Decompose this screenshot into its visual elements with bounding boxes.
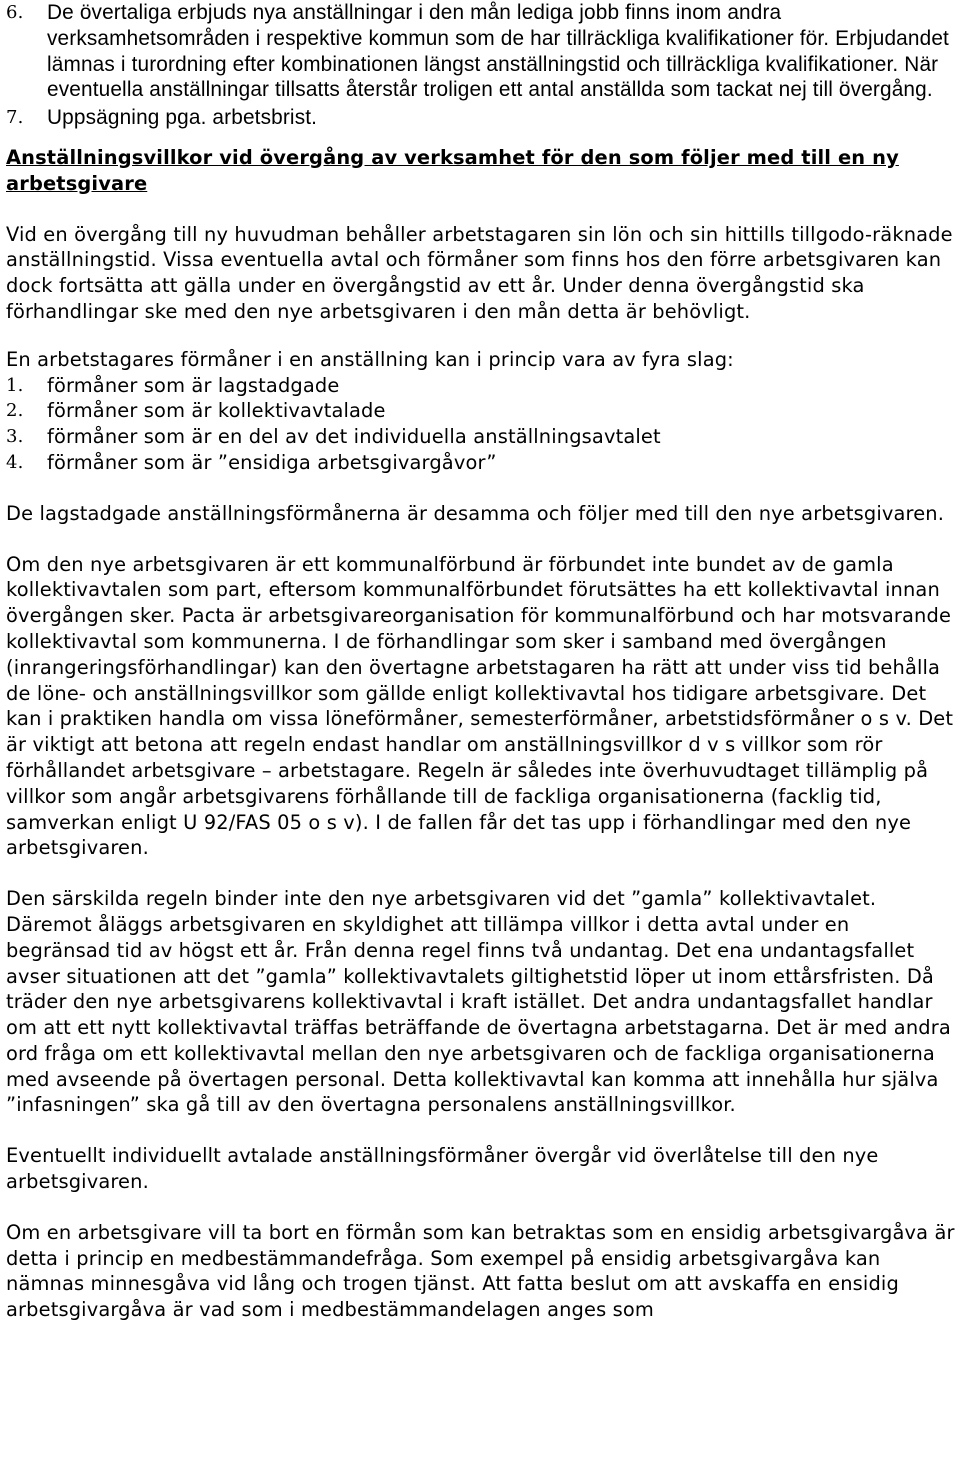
paragraph-individual-agreements: Eventuellt individuellt avtalade anställningsförmåner övergår vid överlåtelse till den nye arbetsgivaren.: [6, 1144, 879, 1194]
list-number: 3.: [6, 426, 24, 448]
list-number: 7.: [6, 107, 24, 129]
list-number: 1.: [6, 374, 24, 396]
list-number: 2.: [6, 400, 24, 422]
list-item-text: Uppsägning pga. arbetsbrist.: [47, 106, 318, 130]
list-item: [6, 105, 958, 131]
list-item: [6, 373, 958, 399]
numbered-list: [6, 0, 958, 131]
list-item: [6, 0, 958, 103]
list-item: [6, 398, 958, 424]
list-item-text: De övertaliga erbjuds nya anställningar i den mån lediga jobb finns inom andra verksamhetsområden i respektive kommun som de har tillräckliga kvalifikationer för. Erbjudandet lämnas i turordning efter kombinationen längst anställningstid och tillräckliga kvalifikationer. När eventuella anställningar tillsatts återstår troligen ett antal anställda som tackat nej till övergång.: [47, 1, 949, 102]
paragraph-employer-gifts: Om en arbetsgivare vill ta bort en förmån som kan betraktas som en ensidig arbetsgivargåva är detta i princip en medbestämmandefråga. Som exempel på ensidig arbetsgivargåva kan nämnas minnesgåva vid lång och trogen tjänst. Att fatta beslut om att avskaffa en ensidig arbetsgivargåva är vad som i medbestämmandelagen anges som: [6, 1220, 955, 1322]
document-page: [6, 0, 958, 1323]
benefits-list: [6, 373, 958, 476]
list-number: 6.: [6, 2, 24, 23]
paragraph-retains-salary: Vid en övergång till ny huvudman behåller arbetstagaren sin lön och sin hittills tillgodo-räknade anställningstid. Vissa eventuella avtal och förmåner som finns hos den förre arbetsgivaren kan dock fortsätta att gälla under en övergångstid av ett år. Under denna övergångstid ska förhandlingar ske med den nye arbetsgivaren i den mån detta är behövligt.: [6, 222, 953, 323]
section-heading: Anställningsvillkor vid övergång av verksamhet för den som följer med till en ny arbetsgivare: [6, 145, 899, 195]
list-item-text: förmåner som är lagstadgade: [47, 373, 340, 397]
list-item-text: förmåner som är kollektivavtalade: [47, 399, 386, 423]
list-number: 4.: [6, 451, 24, 473]
benefits-intro: En arbetstagares förmåner i en anställning kan i princip vara av fyra slag:: [6, 347, 734, 371]
paragraph-statutory-benefits: De lagstadgade anställningsförmånerna är desamma och följer med till den nye arbetsgivaren.: [6, 501, 945, 525]
list-item-text: förmåner som är ”ensidiga arbetsgivargåvor”: [47, 450, 497, 474]
list-item: [6, 450, 958, 476]
paragraph-special-rule: Den särskilda regeln binder inte den nye arbetsgivaren vid det ”gamla” kollektivavtalet. Däremot åläggs arbetsgivaren en skyldighet att tillämpa villkor i detta avtal under en begränsad tid av högst ett år. Från denna regel finns två undantag. Det ena undantagsfallet avser situationen att det ”gamla” kollektivavtalets giltighetstid löper ut inom ettårsfristen. Då träder den nye arbetsgivarens kollektivavtal i kraft istället. Det andra undantagsfallet handlar om att ett nytt kollektivavtal träffas beträffande de övertagna arbetstagarna. Det är med andra ord fråga om ett kollektivavtal mellan den nye arbetsgivaren och de fackliga organisationerna med avseende på övertagen personal. Detta kollektivavtal kan komma att innehålla hur själva ”infasningen” ska gå till av den övertagna personalens anställningsvillkor.: [6, 887, 951, 1117]
list-item: [6, 424, 958, 450]
list-item-text: förmåner som är en del av det individuella anställningsavtalet: [47, 425, 661, 449]
paragraph-municipal-association: Om den nye arbetsgivaren är ett kommunalförbund är förbundet inte bundet av de gamla kollektivavtalen som part, eftersom kommunalförbundet förutsättes ha ett kollektivavtal innan övergången sker. Pacta är arbetsgivareorganisation för kommunalförbund och har motsvarande kollektivavtal som kommunerna. I de förhandlingar som sker i samband med övergången (inrangeringsförhandlingar) kan den övertagne arbetstagaren ha rätt att under viss tid behålla de löne- och anställningsvillkor som gällde enligt kollektivavtal hos tidigare arbetsgivare. Det kan i praktiken handla om vissa löneförmåner, semesterförmåner, arbetstidsförmåner o s v. Det är viktigt att betona att regeln endast handlar om anställningsvillkor d v s villkor som rör förhållandet arbetsgivare – arbetstagare. Regeln är således inte överhuvudtaget tillämplig på villkor som angår arbetsgivarens förhållande till de fackliga organisationerna (facklig tid, samverkan enligt U 92/FAS 05 o s v). I de fallen får det tas upp i förhandlingar med den nye arbetsgivaren.: [6, 552, 954, 860]
